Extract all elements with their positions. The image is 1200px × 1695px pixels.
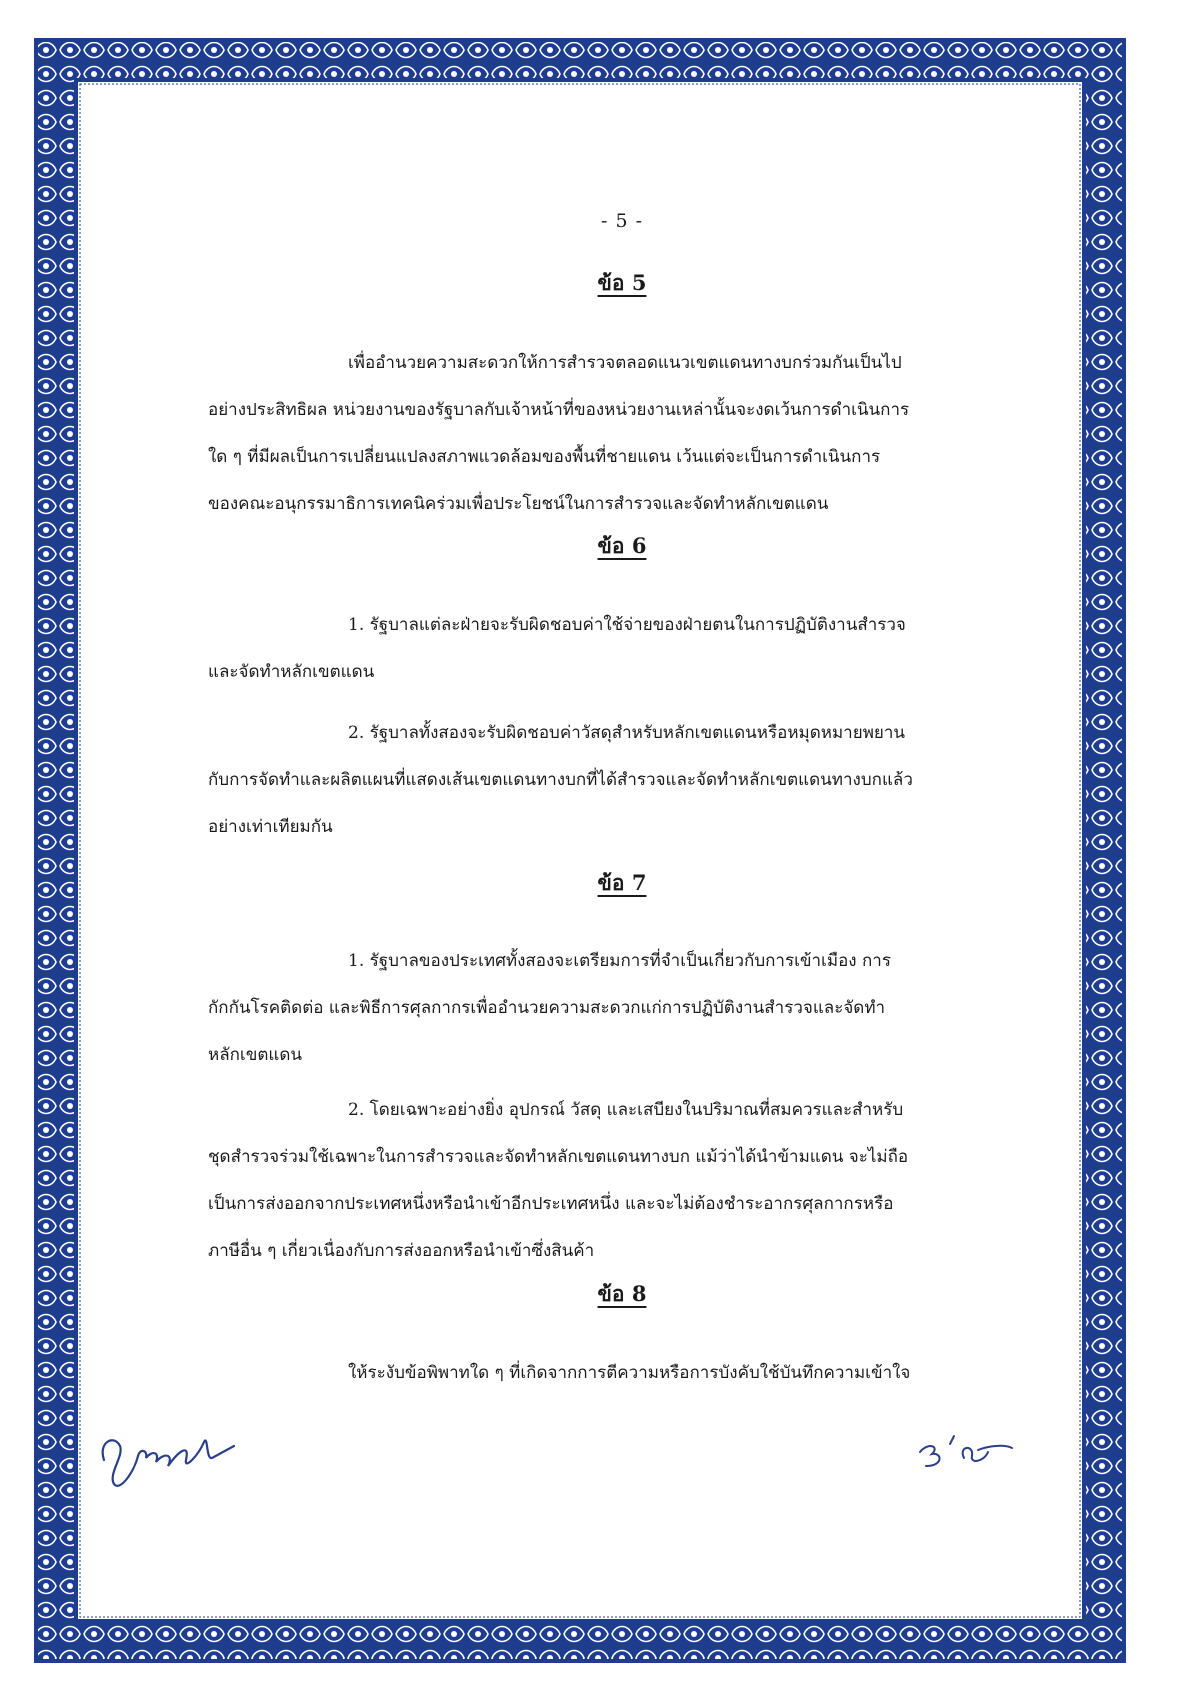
signature-left [94,1412,254,1492]
section-7-paragraph-2: 2. โดยเฉพาะอย่างยิ่ง อุปกรณ์ วัสดุ และเสบียงในปริมาณที่สมควรและสำหรับ ชุดสำรวจร่วมใช้เฉพาะในการสำรวจและจัดทำหลักเขตแดนทางบก แม้ว่าได้นำข้ามแดน จะไม่ถือ เป็นการส่งออกจากประเทศหนึ่งหรือนำเข้าอีกประเทศหนึ่ง และจะไม่ต้องชำระอากรศุลกากรหรือ ภาษีอื่น ๆ เกี่ยวเนื่องกับการส่งออกหรือนำเข้าซึ่งสินค้า [208,1100,909,1261]
signature-right [908,1422,1028,1482]
section-5-paragraph-1: เพื่ออำนวยความสะดวกให้การสำรวจตลอดแนวเขตแดนทางบกร่วมกันเป็นไป อย่างประสิทธิผล หน่วยงานของรัฐบาลกับเจ้าหน้าที่ของหน่วยงานเหล่านั้นจะงดเว้นการดำเนินการ ใด ๆ ที่มีผลเป็นการเปลี่ยนแปลงสภาพแวดล้อมของพื้นที่ชายแดน เว้นแต่จะเป็นการดำเนินการ ของคณะอนุกรรมาธิการเทคนิคร่วมเพื่อประโยชน์ในการสำรวจและจัดทำหลักเขตแดน [208,353,910,514]
section-6-paragraph-1: 1. รัฐบาลแต่ละฝ่ายจะรับผิดชอบค่าใช้จ่ายของฝ่ายตนในการปฏิบัติงานสำรวจ และจัดทำหลักเขตแดน [208,615,906,682]
section-6-paragraph-2: 2. รัฐบาลทั้งสองจะรับผิดชอบค่าวัสดุสำหรับหลักเขตแดนหรือหมุดหมายพยาน กับการจัดทำและผลิตแผนที่แสดงเส้นเขตแดนทางบกที่ได้สำรวจและจัดทำหลักเขตแดนทางบกแล้ว อย่างเท่าเทียมกัน [208,723,913,837]
section-heading-7: ข้อ 7 [597,870,647,895]
page-number: - 5 - [600,210,643,232]
section-heading-8: ข้อ 8 [597,1281,647,1306]
section-heading-5: ข้อ 5 [597,270,647,295]
section-8-paragraph-1: ให้ระงับข้อพิพาทใด ๆ ที่เกิดจากการตีความหรือการบังคับใช้บันทึกความเข้าใจ [348,1363,911,1383]
document-page [78,82,1082,1619]
section-heading-6: ข้อ 6 [597,533,647,558]
section-7-paragraph-1: 1. รัฐบาลของประเทศทั้งสองจะเตรียมการที่จำเป็นเกี่ยวกับการเข้าเมือง การ กักกันโรคติดต่อ และพิธีการศุลกากรเพื่ออำนวยความสะดวกแก่การปฏิบัติงานสำรวจและจัดทำ หลักเขตแดน [208,951,891,1065]
